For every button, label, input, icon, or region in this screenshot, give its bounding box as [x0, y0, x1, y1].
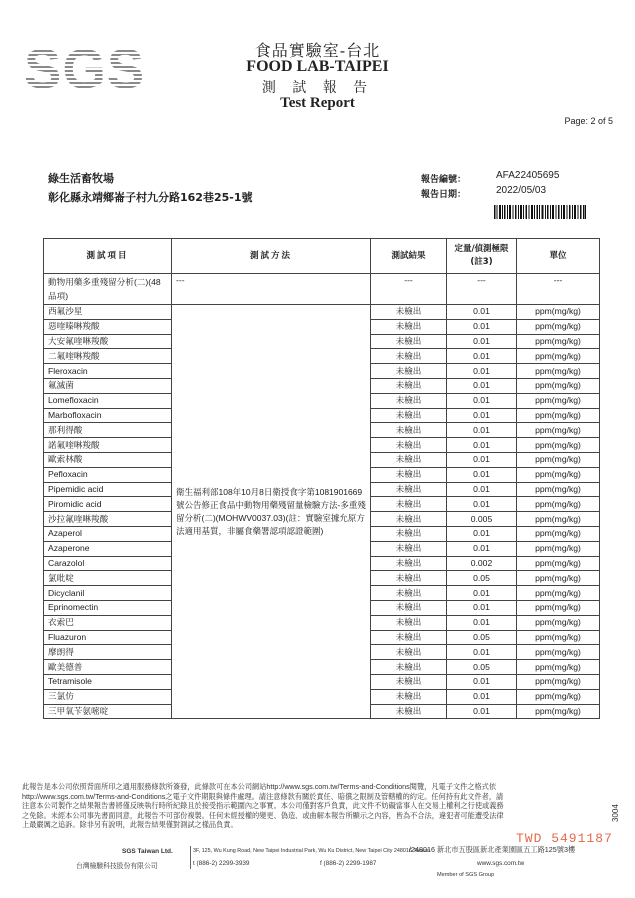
item-limit: 0.01 — [447, 526, 517, 541]
item-result: 未檢出 — [371, 305, 447, 320]
item-name: Pipemidic acid — [44, 482, 172, 497]
item-name: Carazolol — [44, 556, 172, 571]
report-title-chinese: 測 試 報 告 — [261, 80, 374, 96]
item-result: 未檢出 — [371, 319, 447, 334]
item-unit: ppm(mg/kg) — [517, 512, 600, 527]
item-name: 大安氟喹啉羧酸 — [44, 334, 172, 349]
group-method-dash: --- — [172, 274, 371, 305]
item-unit: ppm(mg/kg) — [517, 319, 600, 334]
item-unit: ppm(mg/kg) — [517, 660, 600, 675]
item-name: Tetramisole — [44, 674, 172, 689]
item-unit: ppm(mg/kg) — [517, 452, 600, 467]
item-limit: 0.01 — [447, 615, 517, 630]
item-name: 西氟沙星 — [44, 305, 172, 320]
lab-name-chinese: 食品實驗室-台北 — [254, 41, 381, 60]
disclaimer-line: 之免除。未經本公司事先書面同意，此報告不可部份複製。任何未經授權的變更、偽造、或曲解本報告所顯示之內容，皆為不合法，違犯者可能遭受法律 — [22, 810, 504, 820]
item-limit: 0.01 — [447, 704, 517, 719]
item-name: 惡喹嗪啉羧酸 — [44, 319, 172, 334]
results-table — [43, 238, 600, 719]
company-chinese: 台灣檢驗科技股份有限公司 — [76, 863, 158, 870]
item-unit: ppm(mg/kg) — [517, 393, 600, 408]
item-result: 未檢出 — [371, 408, 447, 423]
item-result: 未檢出 — [371, 645, 447, 660]
item-result: 未檢出 — [371, 497, 447, 512]
group-item: 動物用藥多重殘留分析(二)(48品項) — [44, 274, 172, 305]
item-result: 未檢出 — [371, 512, 447, 527]
item-unit: ppm(mg/kg) — [517, 349, 600, 364]
report-date-label: 報告日期： — [421, 190, 467, 200]
item-limit: 0.01 — [447, 541, 517, 556]
item-name: 氟滅菌 — [44, 378, 172, 393]
item-unit: ppm(mg/kg) — [517, 571, 600, 586]
website: www.sgs.com.tw — [477, 860, 525, 867]
item-unit: ppm(mg/kg) — [517, 645, 600, 660]
item-name: Azaperone — [44, 541, 172, 556]
lab-name-english: FOOD LAB-TAIPEI — [246, 58, 389, 75]
item-unit: ppm(mg/kg) — [517, 497, 600, 512]
item-result: 未檢出 — [371, 586, 447, 601]
group-row — [44, 274, 600, 305]
table-row — [44, 305, 600, 320]
barcode-icon — [494, 205, 586, 219]
item-unit: ppm(mg/kg) — [517, 526, 600, 541]
item-result: 未檢出 — [371, 526, 447, 541]
item-limit: 0.01 — [447, 319, 517, 334]
item-unit: ppm(mg/kg) — [517, 334, 600, 349]
telephone: t (886-2) 2299-3939 — [193, 860, 250, 867]
item-unit: ppm(mg/kg) — [517, 378, 600, 393]
header-result: 測試結果 — [371, 239, 447, 274]
item-unit: ppm(mg/kg) — [517, 586, 600, 601]
item-limit: 0.01 — [447, 600, 517, 615]
disclaimer-line: 上最嚴厲之追訴。除非另有說明，此報告結果僅對測試之樣品負責。 — [22, 820, 238, 830]
item-limit: 0.01 — [447, 482, 517, 497]
item-result: 未檢出 — [371, 704, 447, 719]
item-name: Dicyclanil — [44, 586, 172, 601]
item-name: 那利得酸 — [44, 423, 172, 438]
disclaimer — [22, 782, 615, 830]
group-result-dash: --- — [371, 274, 447, 305]
item-name: Fluazuron — [44, 630, 172, 645]
item-limit: 0.01 — [447, 452, 517, 467]
report-date: 2022/05/03 — [496, 185, 547, 196]
item-result: 未檢出 — [371, 334, 447, 349]
report-number: AFA22405695 — [496, 170, 560, 181]
item-result: 未檢出 — [371, 541, 447, 556]
item-name: 歐索林酸 — [44, 452, 172, 467]
item-result: 未檢出 — [371, 452, 447, 467]
item-limit: 0.01 — [447, 645, 517, 660]
item-name: 衣索巴 — [44, 615, 172, 630]
item-limit: 0.01 — [447, 674, 517, 689]
item-unit: ppm(mg/kg) — [517, 704, 600, 719]
item-limit: 0.05 — [447, 571, 517, 586]
item-limit: 0.05 — [447, 660, 517, 675]
footer-divider — [190, 846, 191, 869]
disclaimer-line: 此報告是本公司依照背面所印之通用服務條款所簽發，此條款可在本公司網站http://www.sgs.com.tw/Terms-and-Conditions閱覽，凡電子文件之格式依 — [22, 782, 497, 791]
item-unit: ppm(mg/kg) — [517, 541, 600, 556]
disclaimer-line: http://www.sgs.com.tw/Terms-and-Conditions之電子文件期限與條件處理。請注意條款有關於責任、賠償之限制及管轄權的約定。任何持有此文件者，請 — [22, 791, 504, 801]
item-limit: 0.01 — [447, 305, 517, 320]
item-result: 未檢出 — [371, 349, 447, 364]
disclaimer-line: 注意本公司製作之結果報告書將僅反映執行時所紀錄且於接受指示範圍內之事實。本公司僅對客戶負責，此文件不妨礙當事人在交易上權利之行使或義務 — [22, 801, 504, 811]
item-limit: 0.05 — [447, 630, 517, 645]
group-unit-dash: --- — [517, 274, 600, 305]
item-result: 未檢出 — [371, 364, 447, 379]
company-english: SGS Taiwan Ltd. — [122, 848, 173, 855]
item-limit: 0.01 — [447, 408, 517, 423]
item-limit: 0.01 — [447, 497, 517, 512]
item-result: 未檢出 — [371, 689, 447, 704]
item-unit: ppm(mg/kg) — [517, 423, 600, 438]
side-code: 3004 — [611, 804, 620, 822]
report-number-label: 報告編號： — [421, 175, 467, 185]
item-limit: 0.002 — [447, 556, 517, 571]
item-name: 摩朗得 — [44, 645, 172, 660]
item-unit: ppm(mg/kg) — [517, 615, 600, 630]
item-name: Fleroxacin — [44, 364, 172, 379]
item-limit: 0.01 — [447, 393, 517, 408]
test-method: 衛生福利部108年10月8日衛授食字第1081901669號公告修正食品中動物用藥殘留量檢驗方法-多重殘留分析(二)(MOHWV0037.03)(註：實驗室據允原方法適用基質，非屬食藥署認項認證範圍) — [172, 305, 371, 719]
item-name: 歐美德普 — [44, 660, 172, 675]
item-unit: ppm(mg/kg) — [517, 556, 600, 571]
item-name: 沙拉氟喹啉羧酸 — [44, 512, 172, 527]
header-limit: 定量/偵測極限(註3) — [447, 239, 517, 274]
page-number: Page: 2 of 5 — [564, 116, 613, 126]
item-limit: 0.01 — [447, 364, 517, 379]
item-result: 未檢出 — [371, 438, 447, 453]
item-result: 未檢出 — [371, 615, 447, 630]
item-result: 未檢出 — [371, 660, 447, 675]
serial-number: TWD 5491187 — [516, 831, 613, 846]
group-limit-dash: --- — [447, 274, 517, 305]
item-result: 未檢出 — [371, 556, 447, 571]
item-unit: ppm(mg/kg) — [517, 364, 600, 379]
item-result: 未檢出 — [371, 630, 447, 645]
item-unit: ppm(mg/kg) — [517, 674, 600, 689]
report-title-english: Test Report — [280, 95, 355, 111]
item-limit: 0.01 — [447, 423, 517, 438]
item-unit: ppm(mg/kg) — [517, 630, 600, 645]
fax: f (886-2) 2299-1987 — [320, 860, 377, 867]
item-name: 三氯仿 — [44, 689, 172, 704]
header-unit: 單位 — [517, 239, 600, 274]
item-name: Piromidic acid — [44, 497, 172, 512]
item-unit: ppm(mg/kg) — [517, 305, 600, 320]
item-limit: 0.01 — [447, 378, 517, 393]
item-limit: 0.01 — [447, 349, 517, 364]
address-chinese: /248016 新北市五股區新北產業園區五工路125號3樓 — [409, 845, 576, 854]
table-header-row — [44, 239, 600, 274]
item-unit: ppm(mg/kg) — [517, 600, 600, 615]
item-name: 二氟喹啉羧酸 — [44, 349, 172, 364]
item-unit: ppm(mg/kg) — [517, 408, 600, 423]
item-name: Azaperol — [44, 526, 172, 541]
item-limit: 0.01 — [447, 586, 517, 601]
member-of-sgs: Member of SGS Group — [437, 872, 495, 878]
item-unit: ppm(mg/kg) — [517, 482, 600, 497]
item-name: 氯吡啶 — [44, 571, 172, 586]
item-unit: ppm(mg/kg) — [517, 438, 600, 453]
header-test-method: 測試方法 — [172, 239, 371, 274]
client-name: 綠生活畜牧場 — [48, 172, 114, 185]
item-unit: ppm(mg/kg) — [517, 689, 600, 704]
item-name: Marbofloxacin — [44, 408, 172, 423]
item-limit: 0.01 — [447, 438, 517, 453]
item-result: 未檢出 — [371, 378, 447, 393]
item-limit: 0.01 — [447, 689, 517, 704]
item-name: Lomefloxacin — [44, 393, 172, 408]
item-result: 未檢出 — [371, 571, 447, 586]
item-name: 諾氟喹啉羧酸 — [44, 438, 172, 453]
item-unit: ppm(mg/kg) — [517, 467, 600, 482]
item-result: 未檢出 — [371, 482, 447, 497]
item-result: 未檢出 — [371, 674, 447, 689]
svg-text:SGS: SGS — [24, 38, 145, 96]
item-name: Eprinomectin — [44, 600, 172, 615]
item-limit: 0.005 — [447, 512, 517, 527]
header-test-item: 測試項目 — [44, 239, 172, 274]
item-result: 未檢出 — [371, 467, 447, 482]
address-english: 3F, 125, Wu Kung Road, New Taipei Industrial Park, Wu Ku District, New Taipei City 248016 Taiwan — [193, 848, 431, 854]
item-limit: 0.01 — [447, 334, 517, 349]
item-result: 未檢出 — [371, 393, 447, 408]
item-result: 未檢出 — [371, 423, 447, 438]
item-limit: 0.01 — [447, 467, 517, 482]
client-address: 彰化縣永靖鄉崙子村九分路162巷25-1號 — [48, 191, 253, 204]
item-name: 三甲氧苄氨嘧啶 — [44, 704, 172, 719]
item-result: 未檢出 — [371, 600, 447, 615]
item-name: Pefloxacin — [44, 467, 172, 482]
